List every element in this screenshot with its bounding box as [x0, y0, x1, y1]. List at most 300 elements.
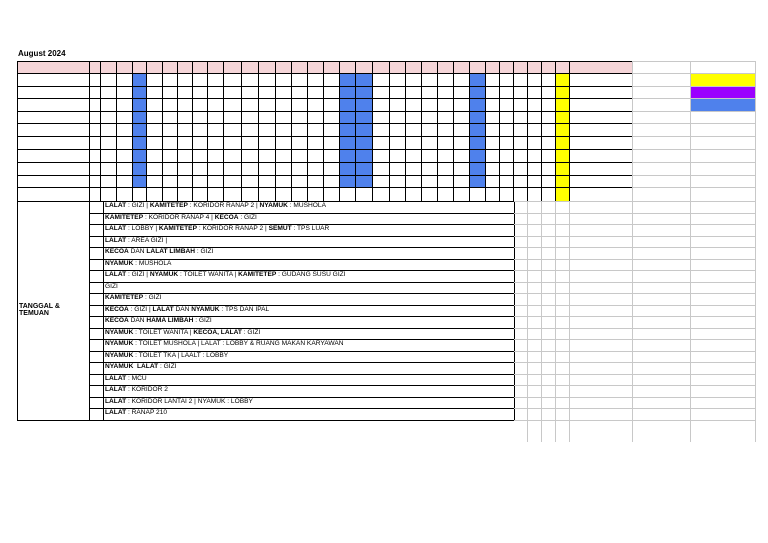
grid-vline: [527, 201, 528, 442]
note-segment: DAN: [128, 248, 147, 256]
sheet-title: August 2024: [18, 49, 66, 58]
data-cell: [527, 86, 541, 98]
header-day: [513, 61, 527, 73]
note-keyword: LALAT: [105, 202, 127, 210]
table-vline: [513, 61, 514, 201]
grid-vline: [541, 201, 542, 442]
data-cell: [192, 98, 207, 111]
note-segment: : GIZI |: [128, 305, 153, 313]
grid-hline: [632, 136, 755, 137]
grid-hline: [632, 123, 755, 124]
data-cell: [275, 86, 291, 98]
note-segment: : MUSHOLA: [287, 202, 326, 210]
note-segment: : KORIDOR 2: [126, 386, 168, 394]
grid-hline: [514, 397, 755, 398]
grid-vline: [555, 201, 556, 442]
data-cell: [275, 98, 291, 111]
note-keyword: NYAMUK: [149, 271, 179, 279]
note-day: [89, 270, 103, 282]
data-cell: [146, 175, 162, 187]
data-cell: [275, 111, 291, 123]
header-total: [569, 61, 632, 73]
data-cell: [291, 175, 307, 187]
header-day: [192, 61, 207, 73]
data-cell: [116, 86, 132, 98]
grid-hline: [514, 316, 755, 317]
data-cell: [116, 175, 132, 187]
note-keyword: KAMITETEP: [149, 202, 188, 210]
table-hline: [17, 187, 632, 188]
note-segment: : GIZI: [158, 363, 177, 371]
row-label: [17, 187, 89, 201]
header-day: [555, 61, 569, 73]
note-keyword: NYAMUK: [105, 363, 134, 371]
data-cell: [485, 73, 499, 86]
note-day: [89, 408, 103, 420]
note-text: [103, 247, 514, 259]
data-cell: [421, 98, 437, 111]
header-day: [339, 61, 355, 73]
note-segment: : GIZI: [143, 294, 162, 302]
header-day: [437, 61, 453, 73]
header-day: [146, 61, 162, 73]
note-segment: : MCU: [126, 374, 147, 382]
data-cell: [116, 149, 132, 162]
header-day: [207, 61, 223, 73]
table-vline: [499, 61, 500, 201]
note-segment: : KORIDOR RANAP 2 |: [187, 202, 260, 210]
note-text: [103, 374, 514, 386]
grid-hline: [632, 175, 755, 176]
legend-swatch-blue: [690, 98, 755, 111]
header-day: [389, 61, 405, 73]
grid-hline: [514, 362, 755, 363]
note-keyword: NYAMUK: [105, 340, 134, 348]
table-vline: [116, 61, 117, 201]
note-keyword: KAMITETEP: [158, 225, 197, 233]
note-keyword: LALAT: [105, 236, 127, 244]
data-cell: [499, 187, 513, 201]
note-day: [89, 247, 103, 259]
grid-vline: [569, 201, 570, 442]
table-hline: [17, 149, 632, 150]
grid-hline: [632, 111, 755, 112]
header-day: [323, 61, 339, 73]
note-keyword: NYAMUK: [105, 259, 134, 267]
highlight-column: [556, 73, 569, 201]
table-hline: [17, 98, 632, 99]
note-segment: : KORIDOR RANAP 4 |: [143, 213, 215, 221]
header-day: [485, 61, 499, 73]
note-keyword: LALAT: [105, 271, 127, 279]
grid-hline: [514, 420, 755, 421]
data-cell: [291, 111, 307, 123]
note-segment: : GIZI: [241, 328, 261, 336]
data-cell: [453, 86, 469, 98]
note-keyword: LALAT LIMBAH: [146, 248, 195, 256]
data-cell: [241, 187, 258, 201]
note-keyword: LALAT: [105, 386, 127, 394]
note-keyword: KECOA: [105, 317, 129, 325]
note-day: [89, 351, 103, 363]
data-cell: [323, 187, 339, 201]
note-segment: : GIZI |: [126, 271, 150, 279]
note-segment: : TOILET MUSHOLA | LALAT : LOBBY & RUANG MAKAN KARYAWAN: [133, 340, 344, 348]
note-keyword: NYAMUK: [259, 202, 288, 210]
grid-hline: [514, 351, 755, 352]
header-day: [177, 61, 192, 73]
data-cell: [389, 187, 405, 201]
note-keyword: HAMA LIMBAH: [146, 317, 194, 325]
data-cell: [192, 73, 207, 86]
grid-hline: [514, 282, 755, 283]
note-keyword: LALAT: [137, 363, 159, 371]
note-keyword: NYAMUK: [105, 351, 134, 359]
data-cell: [223, 187, 241, 201]
grid-hline: [514, 293, 755, 294]
note-day: [89, 362, 103, 374]
grid-hline: [632, 98, 755, 99]
table-vline: [275, 61, 276, 201]
note-keyword: KAMITETEP: [105, 294, 144, 302]
table-vline: [541, 61, 542, 201]
table-vline: [223, 61, 224, 201]
table-vline: [555, 61, 556, 201]
note-day: [89, 328, 103, 340]
row-label: [17, 136, 89, 149]
row-label: [17, 73, 89, 86]
weekend-column: [356, 73, 372, 187]
note-segment: : TPS DAN IPAL: [219, 305, 270, 313]
data-cell: [405, 111, 421, 123]
header-day: [421, 61, 437, 73]
table-vline: [100, 61, 101, 201]
note-day: [89, 282, 103, 294]
row-label: [17, 175, 89, 187]
row-label: [17, 149, 89, 162]
header-day: [132, 61, 146, 73]
table-vline: [132, 61, 133, 201]
data-cell: [405, 175, 421, 187]
note-keyword: LALAT: [105, 374, 127, 382]
note-text: [103, 213, 514, 225]
table-vline: [146, 61, 147, 201]
data-cell: [100, 175, 116, 187]
data-cell: [513, 86, 527, 98]
data-cell: [453, 98, 469, 111]
table-vline: [241, 61, 242, 201]
row-label: [17, 123, 89, 136]
table-vline: [339, 61, 340, 201]
note-day: [89, 397, 103, 409]
header-day: [258, 61, 275, 73]
table-hline: [17, 136, 632, 137]
header-day: [275, 61, 291, 73]
data-cell: [162, 111, 177, 123]
data-cell: [421, 86, 437, 98]
table-vline: [389, 61, 390, 201]
note-segment: : GIZI |: [126, 202, 150, 210]
grid-hline: [514, 259, 755, 260]
note-keyword: NYAMUK: [191, 305, 220, 313]
note-text: [103, 305, 514, 317]
data-cell: [100, 136, 116, 149]
header-day: [499, 61, 513, 73]
data-cell: [162, 187, 177, 201]
row-label: [17, 111, 89, 123]
note-keyword: KECOA: [105, 305, 129, 313]
note-day: [89, 374, 103, 386]
data-cell: [192, 187, 207, 201]
row-total: [569, 86, 632, 98]
header-day: [469, 61, 485, 73]
data-cell: [89, 86, 100, 98]
header-day: [100, 61, 116, 73]
note-segment: : KORIDOR RANAP 2 |: [196, 225, 269, 233]
data-cell: [372, 175, 389, 187]
data-cell: [323, 86, 339, 98]
table-hline: [17, 111, 632, 112]
grid-hline: [514, 385, 755, 386]
data-cell: [146, 86, 162, 98]
header-day: [527, 61, 541, 73]
notes-border: [17, 420, 515, 421]
grid-hline: [514, 201, 755, 202]
row-total: [569, 136, 632, 149]
note-text: [103, 270, 514, 282]
data-cell: [323, 123, 339, 136]
row-label: [17, 162, 89, 175]
note-keyword: KECOA: [105, 248, 129, 256]
note-text: [103, 224, 514, 236]
grid-hline: [514, 408, 755, 409]
table-vline: [569, 61, 570, 201]
notes-border: [514, 201, 515, 420]
data-cell: [372, 86, 389, 98]
data-cell: [192, 136, 207, 149]
note-segment: : GUDANG SUSU GIZI: [276, 271, 346, 279]
header-day: [541, 61, 555, 73]
header-day: [241, 61, 258, 73]
grid-hline: [632, 187, 755, 188]
table-vline: [17, 61, 18, 201]
note-keyword: LALAT: [152, 305, 174, 313]
note-keyword: KECOA: [214, 213, 239, 221]
row-total: [569, 175, 632, 187]
data-cell: [405, 86, 421, 98]
data-cell: [513, 98, 527, 111]
note-day: [89, 236, 103, 248]
table-hline: [17, 61, 632, 62]
note-text: [103, 339, 514, 351]
note-day: [89, 293, 103, 305]
data-cell: [291, 187, 307, 201]
note-text: [103, 408, 514, 420]
data-cell: [100, 111, 116, 123]
header-day: [116, 61, 132, 73]
note-day: [89, 201, 103, 213]
notes-label: TANGGAL & TEMUAN: [19, 302, 60, 318]
data-cell: [258, 175, 275, 187]
table-vline: [372, 61, 373, 201]
grid-hline: [514, 374, 755, 375]
data-cell: [291, 123, 307, 136]
data-cell: [207, 175, 223, 187]
header-day: [405, 61, 421, 73]
note-day: [89, 316, 103, 328]
note-keyword: NYAMUK: [105, 328, 134, 336]
note-segment: DAN: [128, 317, 147, 325]
table-vline: [485, 61, 486, 201]
data-cell: [405, 98, 421, 111]
table-vline: [307, 61, 308, 201]
grid-hline: [514, 339, 755, 340]
grid-hline: [632, 149, 755, 150]
note-text: [103, 201, 514, 213]
header-day: [162, 61, 177, 73]
note-segment: : GIZI: [238, 213, 257, 221]
table-vline: [89, 61, 90, 201]
table-hline: [17, 86, 632, 87]
note-segment: : TOILET WANITA |: [133, 328, 194, 336]
data-cell: [389, 149, 405, 162]
grid-vline: [755, 61, 756, 442]
note-keyword: KAMITETEP: [238, 271, 277, 279]
data-cell: [485, 86, 499, 98]
data-cell: [192, 149, 207, 162]
data-cell: [499, 98, 513, 111]
note-text: [103, 328, 514, 340]
note-day: [89, 259, 103, 271]
note-text: [103, 397, 514, 409]
table-vline: [469, 61, 470, 201]
note-segment: : GIZI: [195, 248, 214, 256]
note-segment: : KORIDOR LANTAI 2 | NYAMUK : LOBBY: [126, 397, 253, 405]
note-day: [89, 305, 103, 317]
note-segment: : GIZI: [193, 317, 212, 325]
note-text: [103, 362, 514, 374]
grid-hline: [514, 213, 755, 214]
table-vline: [405, 61, 406, 201]
grid-hline: [514, 247, 755, 248]
table-vline: [291, 61, 292, 201]
table-hline: [17, 162, 632, 163]
legend-swatch-yellow: [690, 73, 755, 86]
row-total: [569, 73, 632, 86]
data-cell: [177, 86, 192, 98]
data-cell: [207, 98, 223, 111]
row-total: [569, 149, 632, 162]
note-keyword: SEMUT: [268, 225, 292, 233]
note-keyword: KECOA, LALAT: [193, 328, 242, 336]
note-keyword: LALAT: [105, 409, 127, 417]
note-segment: : AREA GIZI |: [126, 236, 168, 244]
note-text: [103, 236, 514, 248]
table-vline: [323, 61, 324, 201]
grid-hline: [632, 86, 755, 87]
header-day: [307, 61, 323, 73]
grid-hline: [632, 73, 755, 74]
note-segment: DAN: [173, 305, 192, 313]
weekend-column: [340, 73, 355, 187]
notes-border: [17, 201, 18, 420]
note-text: [103, 351, 514, 363]
note-day: [89, 213, 103, 225]
header-day: [372, 61, 389, 73]
row-total: [569, 123, 632, 136]
note-keyword: LALAT: [105, 225, 127, 233]
header-day: [355, 61, 372, 73]
weekend-column: [470, 73, 485, 187]
data-cell: [437, 136, 453, 149]
data-cell: [89, 98, 100, 111]
grid-hline: [632, 61, 755, 62]
table-vline: [453, 61, 454, 201]
note-text: [103, 282, 514, 294]
data-cell: [307, 175, 323, 187]
data-cell: [223, 98, 241, 111]
table-vline: [207, 61, 208, 201]
header-label: [17, 61, 89, 73]
table-vline: [421, 61, 422, 201]
table-hline: [17, 123, 632, 124]
table-vline: [527, 61, 528, 201]
header-day: [223, 61, 241, 73]
table-vline: [162, 61, 163, 201]
note-segment: : RANAP 210: [126, 409, 168, 417]
data-cell: [372, 98, 389, 111]
note-text: [103, 293, 514, 305]
table-hline: [17, 175, 632, 176]
grid-hline: [514, 328, 755, 329]
note-segment: : TOILET TKA | LAALT : LOBBY: [133, 351, 229, 359]
table-vline: [437, 61, 438, 201]
note-keyword: KAMITETEP: [105, 213, 144, 221]
table-vline: [258, 61, 259, 201]
data-cell: [241, 98, 258, 111]
table-vline: [355, 61, 356, 201]
note-text: [103, 385, 514, 397]
header-day: [453, 61, 469, 73]
note-segment: : TOILET WANITA |: [178, 271, 239, 279]
row-total: [569, 111, 632, 123]
table-vline: [177, 61, 178, 201]
grid-hline: [514, 270, 755, 271]
grid-hline: [514, 305, 755, 306]
grid-hline: [632, 162, 755, 163]
note-segment: : LOBBY |: [126, 225, 159, 233]
data-cell: [207, 86, 223, 98]
note-day: [89, 385, 103, 397]
data-cell: [323, 111, 339, 123]
row-total: [569, 162, 632, 175]
data-cell: [241, 111, 258, 123]
data-cell: [323, 98, 339, 111]
row-total: [569, 187, 632, 201]
note-keyword: LALAT: [105, 397, 127, 405]
note-segment: : TPS LUAR: [291, 225, 330, 233]
header-day: [291, 61, 307, 73]
row-label: [17, 86, 89, 98]
note-segment: GIZI: [105, 282, 118, 290]
note-segment: : MUSHOLA: [133, 259, 172, 267]
note-day: [89, 339, 103, 351]
data-cell: [116, 136, 132, 149]
table-vline: [192, 61, 193, 201]
weekend-column: [133, 73, 146, 187]
row-label: [17, 98, 89, 111]
header-day: [89, 61, 100, 73]
